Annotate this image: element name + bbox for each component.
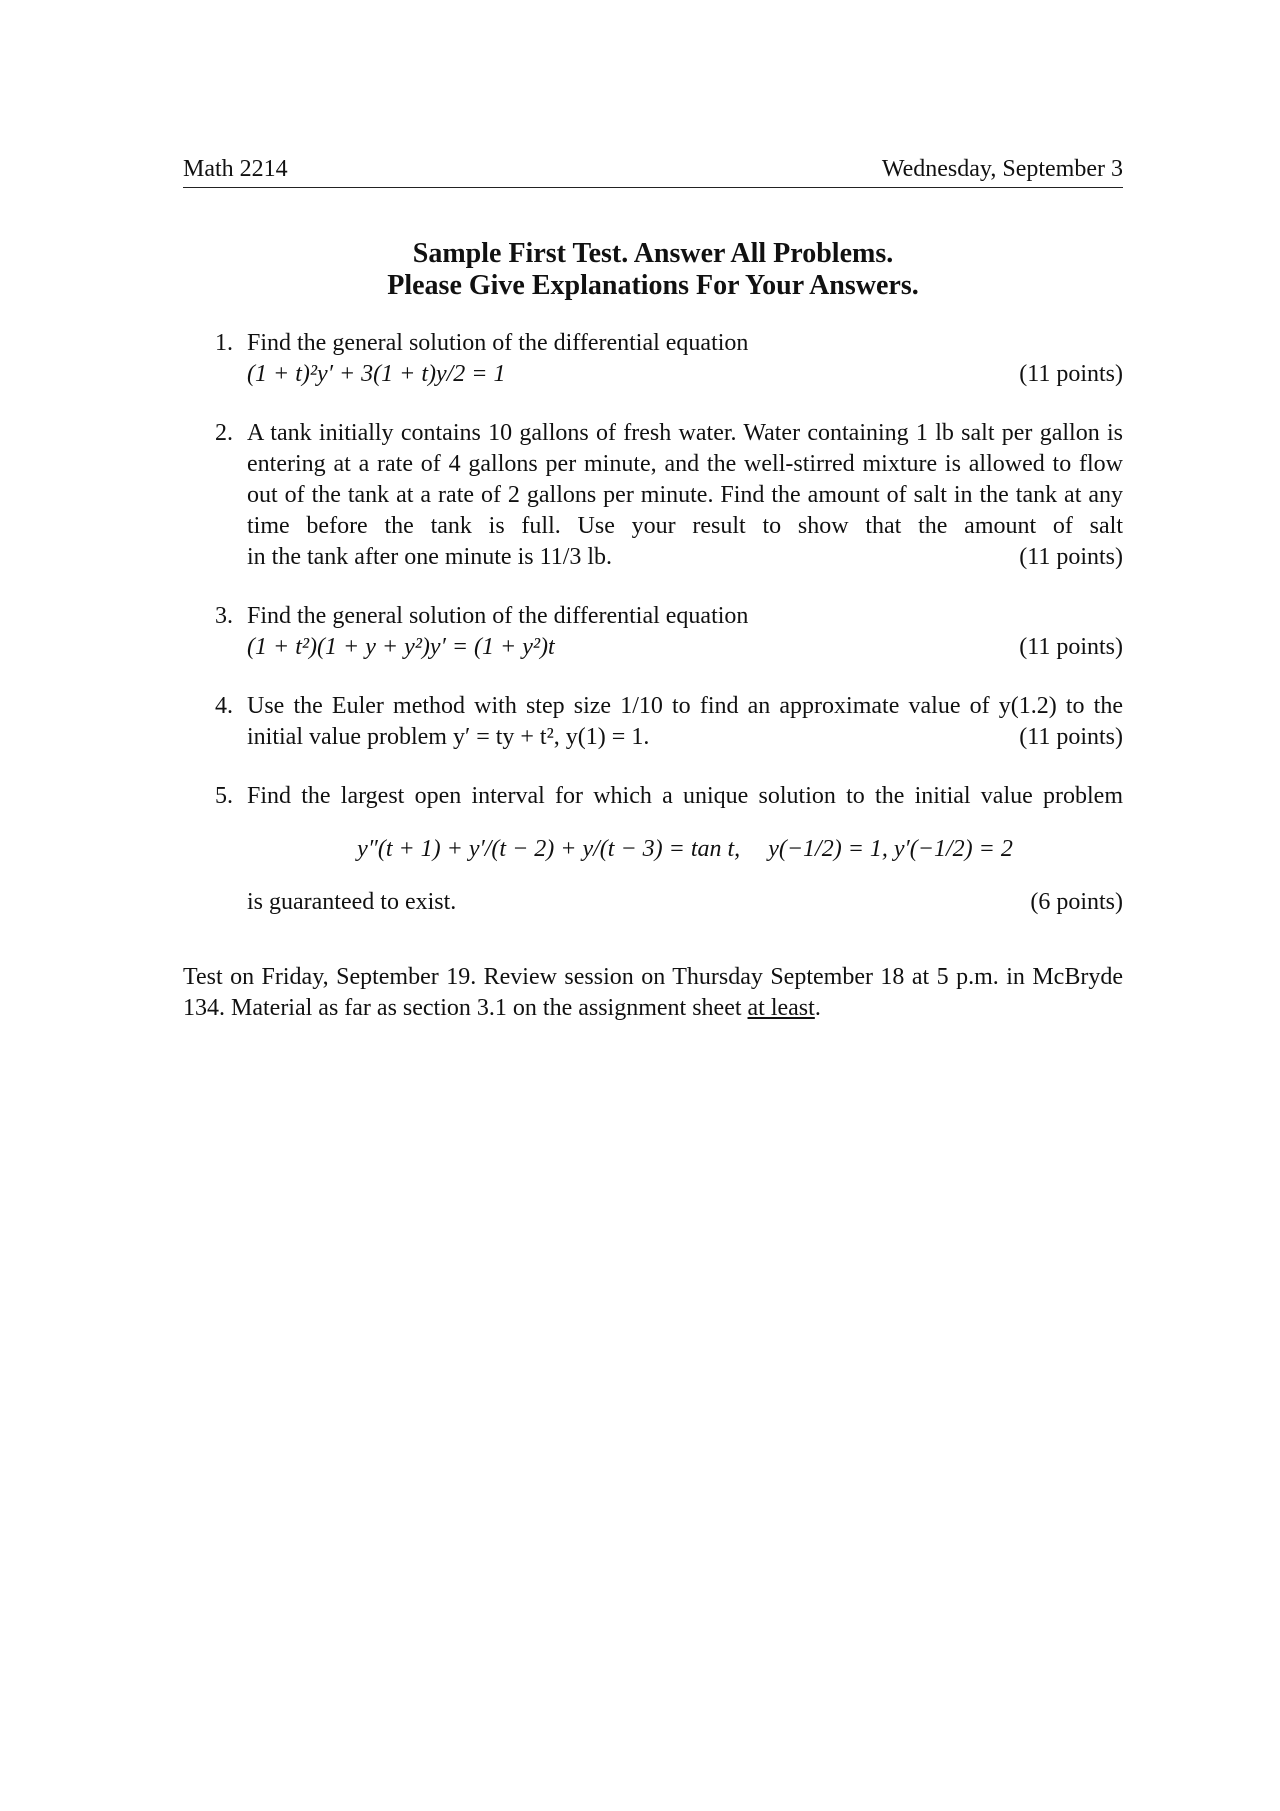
course-name: Math 2214 (183, 156, 288, 182)
problem-equation: y″(t + 1) + y′/(t − 2) + y/(t − 3) = tan t, (357, 836, 741, 862)
problem-text: Use the Euler method with step size 1/10 to find an approximate value of y(1.2) to the (247, 693, 1123, 719)
problem-number: 1. (215, 330, 233, 356)
footer-text: Test on Friday, September 19. Review session on Thursday September 18 at 5 p.m. in McBryde 134. Material as far as section 3.1 on the assignment sheet (183, 964, 1123, 1021)
problem-equation: (1 + t²)(1 + y + y²)y′ = (1 + y²)t (247, 634, 555, 660)
problem-points: (11 points) (1019, 544, 1123, 570)
problem-points: (6 points) (1030, 889, 1123, 915)
problem-2 (183, 418, 1123, 573)
page-header (183, 150, 1123, 188)
footer-underlined: at least (747, 995, 815, 1021)
problem-number: 4. (215, 693, 233, 719)
problem-text: Find the largest open interval for which a unique solution to the initial value problem (247, 783, 1123, 809)
problem-text: Find the general solution of the differential equation (247, 330, 749, 356)
problem-equation: (1 + t)²y′ + 3(1 + t)y/2 = 1 (247, 361, 506, 387)
display-equation (247, 834, 1123, 865)
document-page (183, 150, 1123, 1024)
problem-5 (183, 781, 1123, 918)
problem-points: (11 points) (1019, 634, 1123, 660)
problem-text: Find the general solution of the differential equation (247, 603, 749, 629)
initial-conditions: y(−1/2) = 1, y′(−1/2) = 2 (768, 836, 1013, 862)
problem-4 (183, 691, 1123, 753)
footer-end: . (814, 995, 821, 1021)
problem-last-line: is guaranteed to exist. (247, 889, 457, 915)
problem-number: 3. (215, 603, 233, 629)
title-line-2: Please Give Explanations For Your Answers. (387, 270, 919, 301)
problem-points: (11 points) (1019, 361, 1123, 387)
problem-number: 5. (215, 783, 233, 809)
header-date: Wednesday, September 3 (881, 156, 1123, 182)
footer-note (183, 962, 1123, 1024)
problem-text: A tank initially contains 10 gallons of fresh water. Water containing 1 lb salt per gallon is entering at a rate of 4 gallons per minute, and the well-stirred mixture is allowed to flow out of the tank at a rate of 2 gallons per minute. Find the amount of salt in the tank at any time before the tank is full. Use your result to show that the amount of salt (247, 420, 1123, 539)
title-line-1: Sample First Test. Answer All Problems. (412, 238, 894, 269)
problem-3 (183, 601, 1123, 663)
problem-number: 2. (215, 420, 233, 446)
problem-last-line: initial value problem y′ = ty + t², y(1) = 1. (247, 724, 650, 750)
problem-points: (11 points) (1019, 724, 1123, 750)
problem-last-line: in the tank after one minute is 11/3 lb. (247, 544, 613, 570)
problem-list (183, 328, 1123, 918)
problem-1 (183, 328, 1123, 390)
page-title (183, 238, 1123, 302)
